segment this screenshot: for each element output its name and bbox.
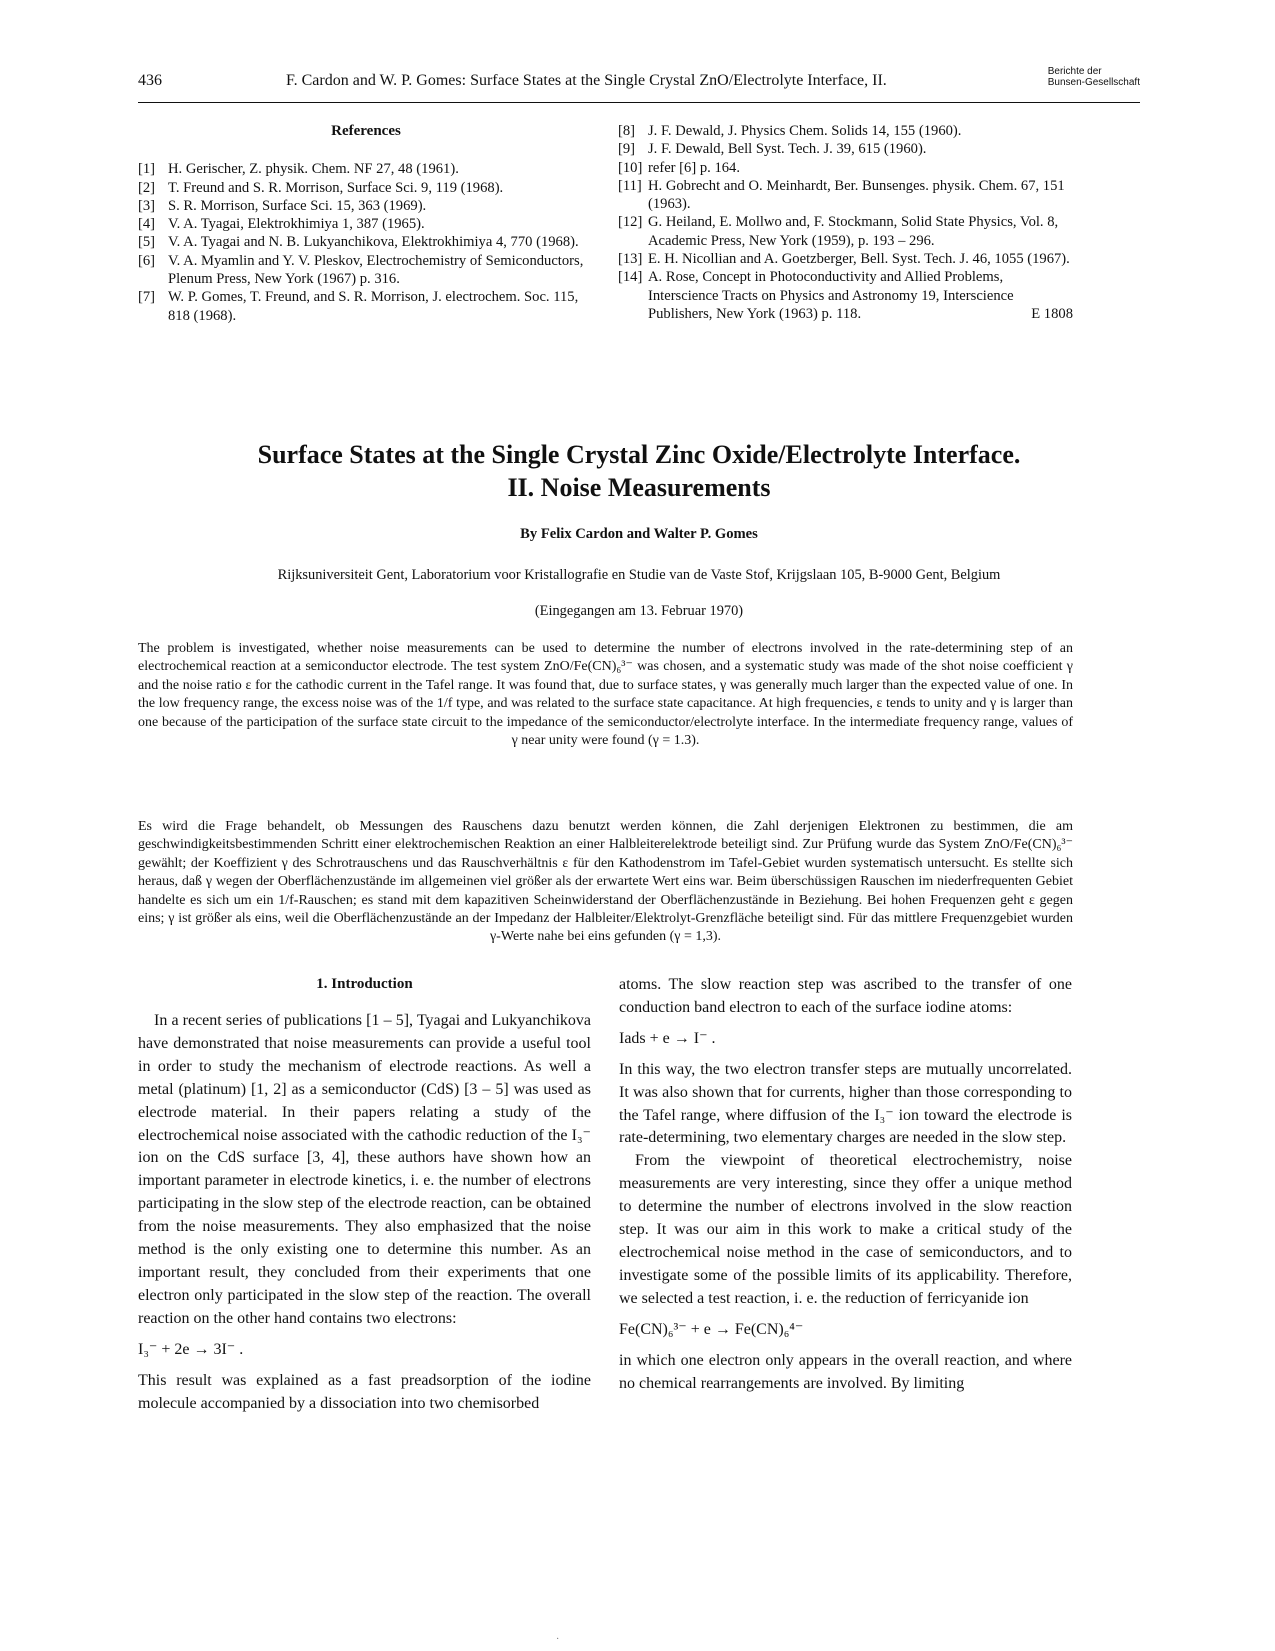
reference-text: S. R. Morrison, Surface Sci. 15, 363 (1969). bbox=[168, 197, 427, 214]
reference-item bbox=[138, 252, 594, 289]
reference-number: [13] bbox=[618, 251, 643, 268]
page-number: 436 bbox=[138, 72, 162, 89]
abstract-english: The problem is investigated, whether noise measurements can be used to determine the number of electrons involved in the rate-determining step of an electrochemical reaction at a semiconductor electrode. The test system ZnO/Fe(CN)₆³⁻ was chosen, and a systematic study was made of the shot noise coefficient γ and the noise ratio ε for the cathodic current in the Tafel range. It was found that, due to surface states, γ was generally much larger than the expected value of one. In the low frequency range, the excess noise was of the 1/f type, and was related to the surface state capacitance. At high frequencies, ε tends to unity and γ is larger than one because of the participation of the surface state circuit to the impedance of the semiconductor/electrolyte interface. In the intermediate frequency range, values of γ near unity were found (γ = 1.3). bbox=[138, 641, 1073, 749]
reference-item bbox=[618, 140, 1073, 158]
reference-number: [4] bbox=[138, 216, 156, 233]
references-title: References bbox=[331, 123, 401, 139]
article-received-date: (Eingegangen am 13. Februar 1970) bbox=[534, 603, 744, 619]
reference-text: V. A. Myamlin and Y. V. Pleskov, Electrochemistry of Semiconductors, Plenum Press, New York (1967) p. 316. bbox=[168, 252, 584, 288]
reference-number: [9] bbox=[618, 141, 636, 158]
reference-number: [12] bbox=[618, 214, 643, 231]
journal-name bbox=[1048, 66, 1140, 88]
reference-number: [8] bbox=[618, 123, 636, 139]
article-affiliation: Rijksuniversiteit Gent, Laboratorium voor Kristallografie en Studie van de Vaste Stof, Krijgslaan 105, B-9000 Gent, Belgium bbox=[277, 567, 1001, 583]
reference-number: [5] bbox=[138, 234, 156, 251]
reference-text: V. A. Tyagai and N. B. Lukyanchikova, Elektrokhimiya 4, 770 (1968). bbox=[168, 234, 579, 251]
reference-number: [1] bbox=[138, 161, 156, 178]
reference-item bbox=[618, 213, 1073, 250]
article-code: E 1808 bbox=[1031, 305, 1073, 322]
equation: I₃⁻ + 2e → 3I⁻ . bbox=[138, 1340, 244, 1358]
reference-text: H. Gerischer, Z. physik. Chem. NF 27, 48 (1961). bbox=[168, 161, 459, 178]
reference-item bbox=[138, 215, 594, 233]
reference-text: J. F. Dewald, Bell Syst. Tech. J. 39, 615 (1960). bbox=[648, 141, 927, 158]
reference-item bbox=[618, 122, 1073, 140]
reference-number: [2] bbox=[138, 179, 156, 196]
abstract-german: Es wird die Frage behandelt, ob Messungen des Rauschens dazu benutzt werden können, die Zahl derjenigen Elektronen zu bestimmen, die am geschwindigkeitsbestimmenden Schritt einer elektrochemischen Reaktion an einer Halbleiterelektrode beteiligt sind. Zur Prüfung wurde das System ZnO/Fe(CN)₆³⁻ gewählt; der Koeffizient γ des Schrotrauschens und das Rauschverhältnis ε für den Kathodenstrom im Tafel-Gebiet wurden systematisch untersucht. Es stellte sich heraus, daß γ wegen der Oberflächenzustände im allgemeinen viel größer als der erwartete Wert eins war. Beim überschüssigen Rauschen im niederfrequenten Gebiet handelte es sich um ein 1/f-Rauschen; es stand mit dem kapazitiven Scheinwiderstand der Oberflächenzustände in Beziehung. Bei hohen Frequenzen geht ε gegen eins; γ ist größer als eins, weil die Oberflächenzustände an der Impedanz der Halbleiter/Elektrolyt-Grenzfläche beteiligt sind. Für das mittlere Frequenzgebiet wurden γ-Werte nahe bei eins gefunden (γ = 1,3). bbox=[138, 819, 1073, 945]
header-rule bbox=[138, 102, 1140, 103]
paragraph: atoms. The slow reaction step was ascribed to the transfer of one conduction band electron to each of the surface iodine atoms: bbox=[619, 976, 1072, 1016]
references-list-right bbox=[618, 122, 1073, 323]
reference-text: refer [6] p. 164. bbox=[648, 159, 740, 176]
article-title bbox=[138, 438, 1140, 504]
paragraph: This result was explained as a fast preadsorption of the iodine molecule accompanied by a dissociation into two chemisorbed bbox=[138, 1371, 591, 1412]
reference-text: J. F. Dewald, J. Physics Chem. Solids 14, 155 (1960). bbox=[648, 123, 962, 139]
reference-number: [6] bbox=[138, 252, 156, 269]
paragraph: In this way, the two electron transfer steps are mutually uncorrelated. It was also shown that for currents, higher than those corresponding to the Tafel range, where diffusion of the I₃⁻ ion toward the electrode is rate-determining, two elementary charges are needed in the slow step. bbox=[619, 1060, 1072, 1147]
article-authors: By Felix Cardon and Walter P. Gomes bbox=[520, 526, 758, 542]
reference-item bbox=[618, 159, 1073, 177]
reference-text: T. Freund and S. R. Morrison, Surface Sci. 9, 119 (1968). bbox=[168, 179, 504, 196]
reference-text: H. Gobrecht and O. Meinhardt, Ber. Bunsenges. physik. Chem. 67, 151 (1963). bbox=[648, 177, 1065, 213]
body-right-column bbox=[619, 974, 1072, 1395]
reference-number: [14] bbox=[618, 269, 643, 286]
journal-line-2: Bunsen-Gesellschaft bbox=[1047, 77, 1140, 88]
reference-text: W. P. Gomes, T. Freund, and S. R. Morrison, J. electrochem. Soc. 115, 818 (1968). bbox=[168, 289, 579, 324]
references-list-left bbox=[138, 160, 594, 325]
reference-item bbox=[618, 250, 1073, 268]
reference-item bbox=[138, 288, 594, 325]
reference-item bbox=[618, 268, 1073, 323]
paragraph: In a recent series of publications [1 – 5], Tyagai and Lukyanchikova have demonstrated that noise measurements can provide a useful tool in order to study the mechanism of electrode reactions. As well a metal (platinum) [1, 2] as a semiconductor (CdS) [3 – 5] was used as electrode material. In their papers relating a study of the electrochemical noise associated with the cathodic reduction of the I₃⁻ ion on the CdS surface [3, 4], these authors have shown how an important parameter in electrode kinetics, i. e. the number of electrons participating in the slow step of the electrode reaction, can be obtained from the noise measurements. They also emphasized that the noise method is the only existing one to determine this number. As an important result, they concluded from their experiments that one electron only participated in the slow step of the reaction. The overall reaction on the other hand contains two electrons: bbox=[138, 1012, 591, 1327]
reference-item bbox=[138, 160, 594, 178]
reference-text: G. Heiland, E. Mollwo and, F. Stockmann, Solid State Physics, Vol. 8, Academic Press, New York (1959), p. 193 – 296. bbox=[648, 214, 1059, 249]
reference-text: V. A. Tyagai, Elektrokhimiya 1, 387 (1965). bbox=[168, 216, 425, 233]
references-right-column bbox=[618, 122, 1073, 323]
body-left-column bbox=[138, 974, 591, 1415]
section-heading-introduction: 1. Introduction bbox=[316, 976, 413, 992]
article-title-line-2: II. Noise Measurements bbox=[507, 473, 771, 502]
equation: Fe(CN)₆³⁻ + e → Fe(CN)₆⁴⁻ bbox=[619, 1320, 804, 1338]
page-header bbox=[138, 66, 1140, 104]
reference-number: [3] bbox=[138, 197, 156, 214]
running-head: F. Cardon and W. P. Gomes: Surface States at the Single Crystal ZnO/Electrolyte Interface, II. bbox=[286, 72, 887, 89]
reference-item bbox=[138, 233, 594, 251]
article-title-line-1: Surface States at the Single Crystal Zinc Oxide/Electrolyte Interface. bbox=[257, 440, 1021, 469]
paragraph: From the viewpoint of theoretical electrochemistry, noise measurements are very interesting, since they offer a unique method to determine the number of electrons involved in the slow reaction step. It was our aim in this work to make a critical study of the electrochemical noise method in the case of semiconductors, and to investigate some of the possible limits of its applicability. Therefore, we selected a test reaction, i. e. the reduction of ferricyanide ion bbox=[619, 1152, 1072, 1307]
reference-item bbox=[138, 197, 594, 215]
equation: Iads + e → I⁻ . bbox=[619, 1029, 716, 1047]
reference-number: [7] bbox=[138, 289, 156, 306]
reference-item bbox=[618, 177, 1073, 214]
paragraph: in which one electron only appears in the overall reaction, and where no chemical rearrangements are involved. By limiting bbox=[619, 1351, 1072, 1392]
reference-number: [10] bbox=[618, 159, 643, 176]
journal-line-1: Berichte der bbox=[1047, 66, 1102, 77]
reference-text: A. Rose, Concept in Photoconductivity and Allied Problems, Interscience Tracts on Physics and Astronomy 19, Interscience Publishers, New York (1963) p. 118. bbox=[648, 269, 1014, 322]
reference-text: E. H. Nicollian and A. Goetzberger, Bell. Syst. Tech. J. 46, 1055 (1967). bbox=[648, 251, 1070, 268]
page-mark: · bbox=[556, 1634, 560, 1645]
references-left-column bbox=[138, 122, 594, 325]
reference-item bbox=[138, 179, 594, 197]
reference-number: [11] bbox=[618, 177, 642, 194]
